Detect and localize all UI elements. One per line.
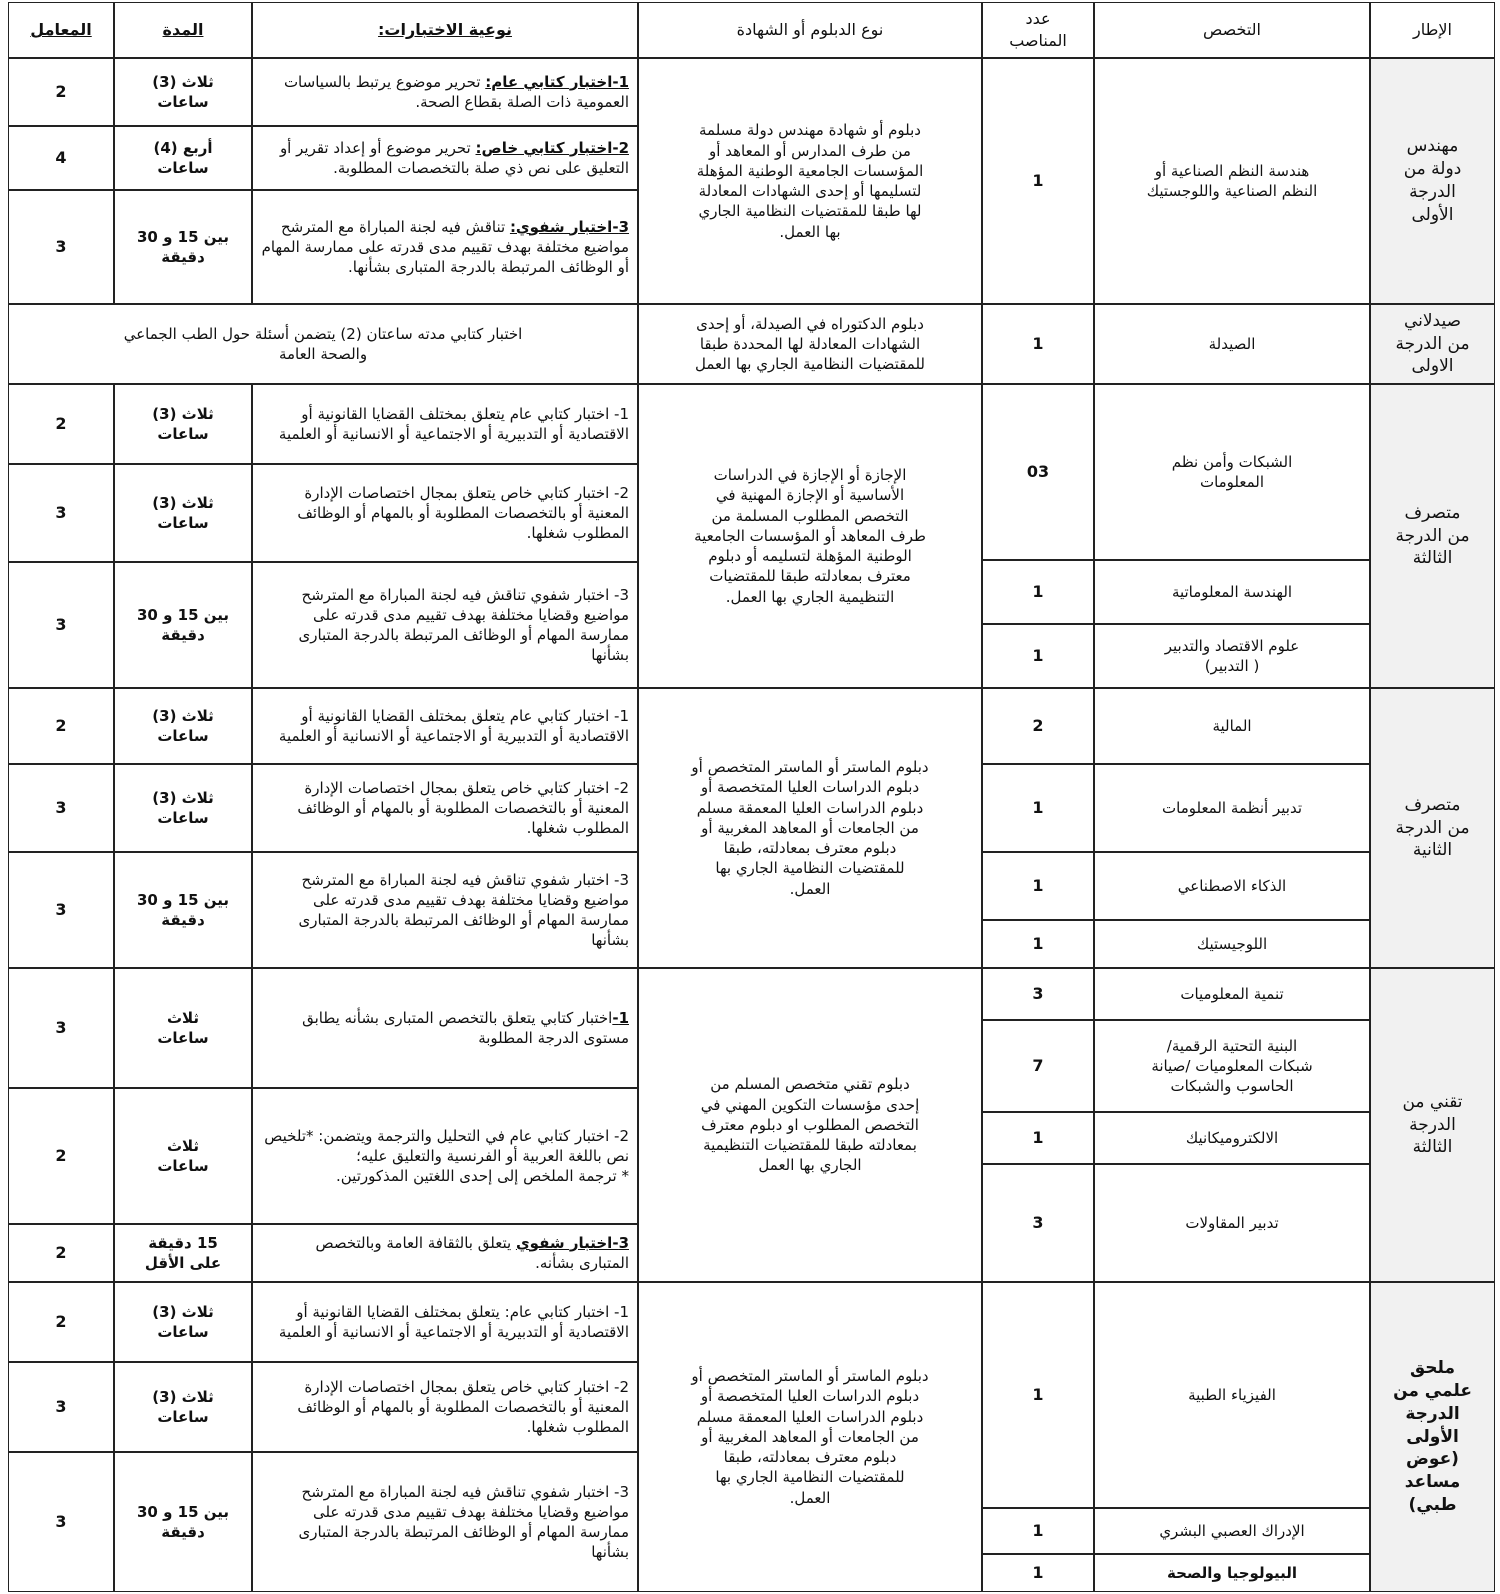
posts-cell: 1 [982, 560, 1094, 624]
posts-cell: 1 [982, 304, 1094, 384]
coef-cell: 3 [8, 562, 114, 688]
header-diploma: نوع الدبلوم أو الشهادة [638, 2, 982, 58]
coef-cell: 2 [8, 384, 114, 464]
test-cell: 3-اختبار شفوي: تناقش فيه لجنة المباراة مع المترشح مواضيع مختلفة بهدف تقييم مدى قدرته على ممارسة المهام أو الوظائف المرتبطة بالدرجة المتبارى بشأنها. [252, 190, 638, 304]
frame-cell: متصرف من الدرجة الثانية [1370, 688, 1495, 968]
posts-cell: 1 [982, 920, 1094, 968]
frame-cell: تقني من الدرجة الثالثة [1370, 968, 1495, 1282]
specialty-cell: الالكتروميكانيك [1094, 1112, 1370, 1164]
test-cell: 1- اختبار كتابي عام يتعلق بمختلف القضايا القانونية أو الاقتصادية أو التدبيرية أو الاجتماعية أو الانسانية أو العلمية [252, 384, 638, 464]
frame-cell: متصرف من الدرجة الثالثة [1370, 384, 1495, 688]
coef-cell: 3 [8, 1362, 114, 1452]
posts-cell: 1 [982, 1508, 1094, 1554]
posts-cell: 1 [982, 1112, 1094, 1164]
diploma-cell: الإجازة أو الإجازة في الدراسات الأساسية أو الإجازة المهنية في التخصص المطلوب المسلمة من طرف المعاهد أو المؤسسات الجامعية الوطنية المؤهلة لتسليمه أو دبلوم معترف بمعادلته طبقا للمقتضيات التنظيمية الجاري بها العمل. [638, 384, 982, 688]
coef-cell: 2 [8, 58, 114, 126]
posts-cell: 2 [982, 688, 1094, 764]
posts-cell: 1 [982, 1554, 1094, 1592]
specialty-cell: هندسة النظم الصناعية أو النظم الصناعية واللوجستيك [1094, 58, 1370, 304]
test-cell: 2- اختبار كتابي خاص يتعلق بمجال اختصاصات الإدارة المعنية أو بالتخصصات المطلوبة أو بالمهام أو الوظائف المطلوب شغلها. [252, 764, 638, 852]
specialty-cell: تدبير المقاولات [1094, 1164, 1370, 1282]
test-cell: 2- اختبار كتابي عام في التحليل والترجمة ويتضمن: *تلخيص نص باللغة العربية أو الفرنسية والتعليق عليه؛ * ترجمة الملخص إلى إحدى اللغتين المذكورتين. [252, 1088, 638, 1224]
test-cell: 3-اختبار شفوي يتعلق بالثقافة العامة وبالتخصص المتبارى بشأنه. [252, 1224, 638, 1282]
duration-cell: بين 15 و 30 دقيقة [114, 852, 252, 968]
coef-cell: 2 [8, 1224, 114, 1282]
test-cell: 1- اختبار كتابي عام: يتعلق بمختلف القضايا القانونية أو الاقتصادية أو التدبيرية أو الاجتماعية أو الانسانية أو العلمية [252, 1282, 638, 1362]
specialty-cell: تنمية المعلوميات [1094, 968, 1370, 1020]
duration-cell: أربع (4) ساعات [114, 126, 252, 190]
test-cell: 3- اختبار شفوي تناقش فيه لجنة المباراة مع المترشح مواضيع وقضايا مختلفة بهدف تقييم مدى قدرته على ممارسة المهام أو الوظائف المرتبطة بالدرجة المتبارى بشأنها [252, 852, 638, 968]
specialty-cell: اللوجيستيك [1094, 920, 1370, 968]
test-cell: 2- اختبار كتابي خاص يتعلق بمجال اختصاصات الإدارة المعنية أو بالتخصصات المطلوبة أو بالمهام أو الوظائف المطلوب شغلها. [252, 1362, 638, 1452]
header-frame: الإطار [1370, 2, 1495, 58]
posts-cell: 3 [982, 968, 1094, 1020]
posts-cell: 1 [982, 852, 1094, 920]
duration-cell: 15 دقيقة على الأقل [114, 1224, 252, 1282]
duration-cell: ثلاث (3) ساعات [114, 1362, 252, 1452]
specialty-cell: البيولوجيا والصحة [1094, 1554, 1370, 1592]
coef-cell: 2 [8, 688, 114, 764]
test-cell: 1- اختبار كتابي عام يتعلق بمختلف القضايا القانونية أو الاقتصادية أو التدبيرية أو الاجتماعية أو الانسانية أو العلمية [252, 688, 638, 764]
posts-cell: 1 [982, 58, 1094, 304]
specialty-cell: الصيدلة [1094, 304, 1370, 384]
diploma-cell: دبلوم أو شهادة مهندس دولة مسلمة من طرف المدارس أو المعاهد أو المؤسسات الجامعية الوطنية المؤهلة لتسليمها أو إحدى الشهادات المعادلة لها طبقا للمقتضيات النظامية الجاري بها العمل. [638, 58, 982, 304]
duration-cell: ثلاث (3) ساعات [114, 764, 252, 852]
posts-cell: 03 [982, 384, 1094, 560]
posts-cell: 3 [982, 1164, 1094, 1282]
duration-cell: ثلاث (3) ساعات [114, 1282, 252, 1362]
coef-cell: 3 [8, 852, 114, 968]
coef-cell: 2 [8, 1282, 114, 1362]
posts-cell: 1 [982, 764, 1094, 852]
posts-cell: 7 [982, 1020, 1094, 1112]
coef-cell: 3 [8, 764, 114, 852]
test-cell: 2-اختبار كتابي خاص: تحرير موضوع أو إعداد تقرير أو التعليق على نص ذي صلة بالتخصصات المطلوبة. [252, 126, 638, 190]
coef-cell: 4 [8, 126, 114, 190]
duration-cell: بين 15 و 30 دقيقة [114, 1452, 252, 1592]
diploma-cell: دبلوم الدكتوراه في الصيدلة، أو إحدى الشهادات المعادلة لها المحددة طبقا للمقتضيات النظامية الجاري بها العمل [638, 304, 982, 384]
header-posts: عدد المناصب [982, 2, 1094, 58]
header-duration: المدة [114, 2, 252, 58]
duration-cell: بين 15 و 30 دقيقة [114, 190, 252, 304]
coef-cell: 3 [8, 464, 114, 562]
posts-cell: 1 [982, 624, 1094, 688]
specialty-cell: علوم الاقتصاد والتدبير ( التدبير) [1094, 624, 1370, 688]
duration-cell: ثلاث ساعات [114, 968, 252, 1088]
duration-cell: بين 15 و 30 دقيقة [114, 562, 252, 688]
specialty-cell: الفيزياء الطبية [1094, 1282, 1370, 1508]
specialty-cell: الهندسة المعلوماتية [1094, 560, 1370, 624]
header-tests: نوعية الاختبارات: [252, 2, 638, 58]
specialty-cell: الإدراك العصبي البشري [1094, 1508, 1370, 1554]
coef-cell: 3 [8, 968, 114, 1088]
posts-cell: 1 [982, 1282, 1094, 1508]
test-cell: 3- اختبار شفوي تناقش فيه لجنة المباراة مع المترشح مواضيع وقضايا مختلفة بهدف تقييم مدى قدرته على ممارسة المهام أو الوظائف المرتبطة بالدرجة المتبارى بشأنها [252, 1452, 638, 1592]
diploma-cell: دبلوم الماستر أو الماستر المتخصص أو دبلوم الدراسات العليا المتخصصة أو دبلوم الدراسات العليا المعمقة مسلم من الجامعات أو المعاهد المغربية أو دبلوم معترف بمعادلته، طبقا للمقتضيات النظامية الجاري بها العمل. [638, 1282, 982, 1592]
test-cell: 3- اختبار شفوي تناقش فيه لجنة المباراة مع المترشح مواضيع وقضايا مختلفة بهدف تقييم مدى قدرته على ممارسة المهام أو الوظائف المرتبطة بالدرجة المتبارى بشأنها [252, 562, 638, 688]
frame-cell: مهندس دولة من الدرجة الأولى [1370, 58, 1495, 304]
diploma-cell: دبلوم الماستر أو الماستر المتخصص أو دبلوم الدراسات العليا المتخصصة أو دبلوم الدراسات العليا المعمقة مسلم من الجامعات أو المعاهد المغربية أو دبلوم معترف بمعادلته، طبقا للمقتضيات النظامية الجاري بها العمل. [638, 688, 982, 968]
coef-cell: 3 [8, 190, 114, 304]
specialty-cell: الشبكات وأمن نظم المعلومات [1094, 384, 1370, 560]
duration-cell: ثلاث ساعات [114, 1088, 252, 1224]
duration-cell: ثلاث (3) ساعات [114, 464, 252, 562]
coef-cell: 3 [8, 1452, 114, 1592]
duration-cell: ثلاث (3) ساعات [114, 688, 252, 764]
header-specialty: التخصص [1094, 2, 1370, 58]
specialty-cell: تدبير أنظمة المعلومات [1094, 764, 1370, 852]
specialty-cell: المالية [1094, 688, 1370, 764]
coef-cell: 2 [8, 1088, 114, 1224]
frame-cell: صيدلاني من الدرجة الاولى [1370, 304, 1495, 384]
test-cell: 1-اختبار كتابي عام: تحرير موضوع يرتبط بالسياسات العمومية ذات الصلة بقطاع الصحة. [252, 58, 638, 126]
diploma-cell: دبلوم تقني متخصص المسلم من إحدى مؤسسات التكوين المهني في التخصص المطلوب او دبلوم معترف بمعادلته طبقا للمقتضيات التنظيمية الجاري بها العمل [638, 968, 982, 1282]
duration-cell: ثلاث (3) ساعات [114, 384, 252, 464]
test-cell: 1-اختبار كتابي يتعلق بالتخصص المتبارى بشأنه يطابق مستوى الدرجة المطلوبة [252, 968, 638, 1088]
frame-cell: ملحق علمي من الدرجة الأولى (عوض مساعد طبي) [1370, 1282, 1495, 1592]
test-cell: اختبار كتابي مدته ساعتان (2) يتضمن أسئلة حول الطب الجماعي والصحة العامة [8, 304, 638, 384]
specialty-cell: البنية التحتية الرقمية/ شبكات المعلوميات /صيانة الحاسوب والشبكات [1094, 1020, 1370, 1112]
specialty-cell: الذكاء الاصطناعي [1094, 852, 1370, 920]
header-coef: المعامل [8, 2, 114, 58]
duration-cell: ثلاث (3) ساعات [114, 58, 252, 126]
test-cell: 2- اختبار كتابي خاص يتعلق بمجال اختصاصات الإدارة المعنية أو بالتخصصات المطلوبة أو بالمهام أو الوظائف المطلوب شغلها. [252, 464, 638, 562]
